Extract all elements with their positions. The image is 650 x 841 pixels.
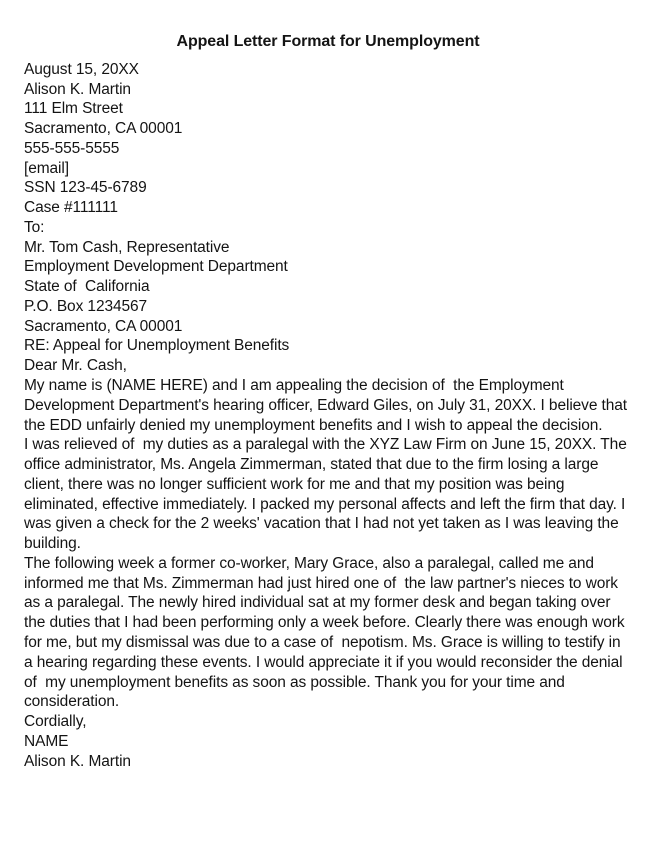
to-label: To: (24, 218, 45, 236)
sender-line: Alison K. Martin (24, 80, 131, 98)
letter-title: Appeal Letter Format for Unemployment (176, 33, 480, 50)
sender-line: SSN 123-45-6789 (24, 179, 147, 197)
sender-line: August 15, 20XX (24, 60, 139, 78)
sender-line: Case #111111 (24, 199, 118, 217)
closing: Cordially, (24, 713, 87, 731)
recipient-line: P.O. Box 1234567 (24, 297, 148, 315)
recipient-line: State of California (24, 278, 150, 296)
body-paragraph: My name is (NAME HERE) and I am appealing the decision of the Employment Development Department's hearing officer, Edward Giles, on July 31, 20XX. I believe that the EDD unfairly denied my unemployment benefits and I wish to appeal the decision. (24, 377, 632, 434)
sender-block (24, 60, 632, 218)
signature-line: NAME (24, 732, 69, 750)
paragraphs-block (24, 376, 632, 712)
recipient-line: Sacramento, CA 00001 (24, 317, 183, 335)
signature-line: Alison K. Martin (24, 752, 131, 770)
letter-body (24, 60, 632, 772)
recipient-block (24, 238, 632, 337)
sender-line: [email] (24, 159, 69, 177)
body-paragraph: I was relieved of my duties as a paralegal with the XYZ Law Firm on June 15, 20XX. The office administrator, Ms. Angela Zimmerman, stated that due to the firm losing a large client, there was no longer sufficient work for me and that my position was being eliminated, effective immediately. I packed my personal affects and left the firm that day. I was given a check for the 2 weeks' vacation that I had not yet taken as I was leaving the building. (24, 436, 631, 553)
recipient-line: Employment Development Department (24, 258, 288, 276)
sender-line: 555-555-5555 (24, 139, 120, 157)
sender-line: Sacramento, CA 00001 (24, 120, 183, 138)
subject-line: RE: Appeal for Unemployment Benefits (24, 337, 290, 355)
signature-block (24, 732, 632, 772)
body-paragraph: The following week a former co-worker, Mary Grace, also a paralegal, called me and informed me that Ms. Zimmerman had just hired one of the law partner's nieces to work as a paralegal. The newly hired individual sat at my former desk and began taking over the duties that I had been performing only a week before. Clearly there was enough work for me, but my dismissal was due to a case of nepotism. Ms. Grace is willing to testify in a hearing regarding these events. I would appreciate it if you would reconsider the denial of my unemployment benefits as soon as possible. Thank you for your time and consideration. (24, 554, 629, 711)
recipient-line: Mr. Tom Cash, Representative (24, 238, 230, 256)
sender-line: 111 Elm Street (24, 100, 123, 118)
salutation: Dear Mr. Cash, (24, 357, 127, 375)
